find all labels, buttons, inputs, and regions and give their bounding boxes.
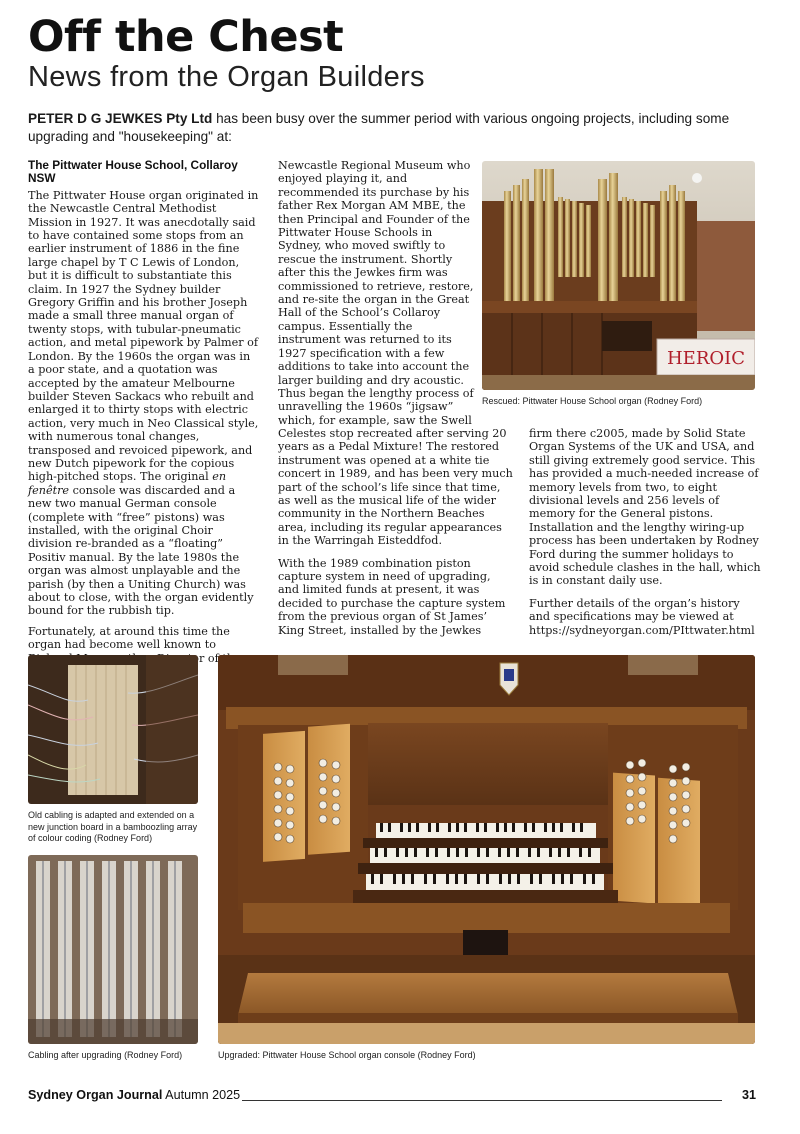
paragraph: Newcastle Regional Museum who enjoyed playing it, and recommended its purchase by his father Rex Morgan AM MBE, the then Principal and Founder of the Pittwater House Schools in Sydney, who moved swiftly to rescue the instrument. Shortly after this the Jewkes firm was commissioned to retrieve, restore, and re-site the organ in the Great Hall of the School’s Collaroy campus. Essentially the instrument was returned to its 1927 specification with a few additions to take into account the larger building and dry acoustic. Thus began the lengthy process of unravelling the 1960s “jigsaw” which, for example, saw the Swell — [278, 159, 474, 427]
rescued-organ-photo — [482, 161, 755, 390]
old-cabling-photo — [28, 655, 198, 804]
paragraph: Fortunately, at around this time the organ had become well known to of — [28, 624, 230, 665]
footer-journal — [28, 1088, 240, 1102]
paragraph — [28, 189, 260, 618]
paragraph: firm there c2005, made by Solid State Organ Systems of the UK and USA, and still giving extremely good service. This has provided a much-needed increase of memory levels from two, to eight divisional levels and 256 levels of memory for the General pistons. Installation and the lengthy wiring-up process has been undertaken by Rodney Ford during the summer holidays to avoid schedule clashes in the hall, which is in constant daily use. — [529, 427, 761, 588]
text-run: console was discarded and a new two manual German console (complete with “free” pistons) was installed, with the original Choir division re-branded as a “floating” Positiv manual. By the late 1980s the organ was almost unplayable and the parish (by then a Uniting Church) was about to close, with the organ evidently bound for the rubbish tip. — [28, 483, 254, 618]
footer-divider — [242, 1100, 722, 1101]
article-column-2-bottom — [278, 427, 514, 637]
old-cabling-caption: Old cabling is adapted and extended on a new junction board in a bamboozling array of colour coding (Rodney Ford) — [28, 810, 198, 843]
page-title: Off the Chest — [28, 12, 344, 62]
paragraph: With the 1989 combination piston capture system in need of upgrading, and limited funds at present, it was decided to purchase the capture system from the previous organ of St James’ King Street, installed by the Jewkes — [278, 556, 506, 637]
page-subtitle: News from the Organ Builders — [28, 61, 425, 93]
journal-name: Sydney Organ Journal — [28, 1088, 163, 1102]
organ-console-image — [218, 655, 755, 1044]
issue-label: Autumn 2025 — [162, 1088, 241, 1102]
section-heading: The Pittwater House School, Collaroy NSW — [28, 158, 238, 186]
page-number: 31 — [742, 1088, 757, 1102]
italic-text: en fenêtre — [28, 470, 227, 497]
article-column-1 — [28, 159, 260, 665]
console-caption: Upgraded: Pittwater House School organ console (Rodney Ford) — [218, 1050, 476, 1060]
article-column-3 — [529, 427, 761, 637]
new-cabling-photo — [28, 855, 198, 1044]
paragraph: Further details of the organ’s history and specifications may be viewed at https://sydneyorgan.com/PIttwater.html — [529, 596, 755, 637]
organ-pipes-image — [482, 161, 755, 390]
intro-text: has been busy over the summer period with various ongoing projects, including some upgrading and "housekeeping" at: — [28, 111, 730, 144]
banner-text: HEROIC — [666, 348, 746, 369]
text-run: The Pittwater House organ originated in the Newcastle Central Methodist Mission in 1927. It was anecdotally said to have contained some stops from an earlier instrument of 1886 in the fine large chapel by T C Lewis of London, but it is difficult to substantiate this claim. In 1927 the Sydney builder Gregory Griffin and his brother Joseph made a small three manual organ of twenty stops, with tubular-pneumatic action, and metal pipework by Palmer of London. By the 1960s the organ was in a poor state, and a quotation was accepted by the amateur Melbourne builder Steven Sackacs who rebuilt and enlarged it to thirty stops with electric action, very much in Neo Classical style, with numerous tonal changes, transposed and revoiced pipework, and new Dutch pipework for the copious high-pitched stops. The original — [28, 188, 259, 484]
console-photo — [218, 655, 755, 1044]
company-name: PETER D G JEWKES Pty Ltd — [28, 111, 213, 126]
rescued-caption: Rescued: Pittwater House School organ (Rodney Ford) — [482, 396, 703, 406]
paragraph: Celestes stop recreated after serving 20 years as a Pedal Mixture! The restored instrument was opened at a white tie concert in 1989, and has been very much part of the school’s life since that time, as well as the musical life of the wider community in the Northern Beaches area, including its regular appearances in the Warringah Eisteddfod. — [278, 427, 513, 548]
new-cabling-caption: Cabling after upgrading (Rodney Ford) — [28, 1050, 183, 1060]
intro-paragraph — [28, 110, 758, 146]
article-column-2-top — [278, 159, 474, 427]
new-cabling-image — [28, 855, 198, 1044]
old-cabling-image — [28, 655, 198, 804]
